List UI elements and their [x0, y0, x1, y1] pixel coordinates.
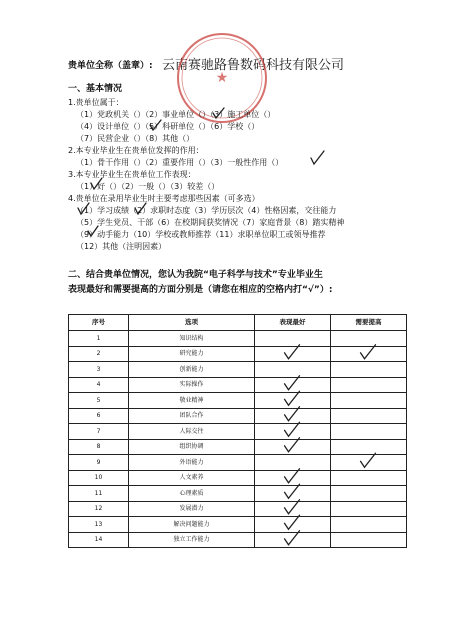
row-improve-cell[interactable] [331, 532, 407, 548]
q4-options-line-3: （9）动手能力（10）学校或教师推荐（11）求职单位职工或领导推荐 [76, 230, 326, 239]
q4-options-line-4: （12）其他（注明因素） [76, 242, 167, 251]
table-header-row [69, 315, 407, 331]
q1-options-line-2: （4）设计单位（）（5）科研单位（）（6）学校（） [76, 122, 260, 131]
table-row [69, 377, 407, 393]
section2-title-line-2: 表现最好和需要提高的方面分别是（请您在相应的空格内打“√”）: [68, 285, 333, 295]
row-item: 组织协调 [129, 439, 255, 455]
evaluation-table [68, 314, 407, 548]
row-best-cell[interactable] [255, 331, 331, 347]
row-improve-cell[interactable] [331, 346, 407, 362]
table-row [69, 532, 407, 548]
row-best-cell[interactable] [255, 470, 331, 486]
q1-options-line-3: （7）民营企业（）（8）其他（） [76, 134, 195, 143]
row-improve-cell[interactable] [331, 408, 407, 424]
q2-label: 2.本专业毕业生在贵单位发挥的作用： [68, 146, 204, 155]
table-row [69, 486, 407, 502]
q1-options-line-1: （1）党政机关（）（2）事业单位（）（3）施工单位（） [76, 110, 276, 119]
row-best-cell[interactable] [255, 486, 331, 502]
table-row [69, 408, 407, 424]
row-item: 心理素质 [129, 486, 255, 502]
row-number: 5 [69, 393, 129, 409]
row-improve-cell[interactable] [331, 424, 407, 440]
table-body [69, 331, 407, 548]
row-number: 7 [69, 424, 129, 440]
table-row [69, 455, 407, 471]
section2-title-line-1: 二、结合贵单位情况，您认为我院“电子科学与技术”专业毕业生 [68, 270, 323, 280]
row-number: 2 [69, 346, 129, 362]
section1-title: 一、基本情况 [68, 84, 123, 94]
row-number: 12 [69, 501, 129, 517]
table-row [69, 517, 407, 533]
q3-options: （1）好（）（2）一般（）（3）较差（） [76, 182, 220, 191]
row-item: 创新能力 [129, 362, 255, 378]
row-item: 实际操作 [129, 377, 255, 393]
row-item: 解决问题能力 [129, 517, 255, 533]
col-header-improve: 需要提高 [331, 315, 407, 331]
row-number: 14 [69, 532, 129, 548]
row-best-cell[interactable] [255, 501, 331, 517]
row-best-cell[interactable] [255, 362, 331, 378]
row-item: 知识结构 [129, 331, 255, 347]
row-number: 8 [69, 439, 129, 455]
unit-name-label: 贵单位全称（盖章）: [68, 61, 153, 71]
row-best-cell[interactable] [255, 424, 331, 440]
table-row [69, 393, 407, 409]
check-mark [311, 151, 324, 164]
q4-options-line-1: （1）学习成绩（2）求职时态度（3）学历层次（4）性格因素，交往能力 [76, 206, 337, 215]
table-row [69, 439, 407, 455]
row-best-cell[interactable] [255, 408, 331, 424]
row-best-cell[interactable] [255, 393, 331, 409]
q4-options-line-2: （5）学生党员、干部（6）在校期间获奖情况（7）家庭背景（8）踏实精神 [76, 218, 345, 227]
q1-label: 1.贵单位属于： [68, 98, 124, 107]
table-row [69, 362, 407, 378]
row-number: 9 [69, 455, 129, 471]
row-improve-cell[interactable] [331, 486, 407, 502]
row-item: 团队合作 [129, 408, 255, 424]
q2-options: （1）骨干作用（）（2）重要作用（）（3）一般性作用（） [76, 158, 284, 167]
row-number: 3 [69, 362, 129, 378]
row-best-cell[interactable] [255, 346, 331, 362]
row-best-cell[interactable] [255, 455, 331, 471]
row-improve-cell[interactable] [331, 517, 407, 533]
table-row [69, 501, 407, 517]
q4-label: 4.贵单位在录用毕业生时主要考虑那些因素（可多选） [68, 194, 260, 203]
row-item: 人际交往 [129, 424, 255, 440]
row-number: 1 [69, 331, 129, 347]
row-improve-cell[interactable] [331, 362, 407, 378]
row-improve-cell[interactable] [331, 377, 407, 393]
row-improve-cell[interactable] [331, 455, 407, 471]
row-improve-cell[interactable] [331, 393, 407, 409]
row-item: 敬业精神 [129, 393, 255, 409]
row-improve-cell[interactable] [331, 501, 407, 517]
row-item: 独立工作能力 [129, 532, 255, 548]
table-row [69, 424, 407, 440]
row-item: 人文素养 [129, 470, 255, 486]
row-number: 11 [69, 486, 129, 502]
table-row [69, 331, 407, 347]
row-improve-cell[interactable] [331, 470, 407, 486]
row-number: 6 [69, 408, 129, 424]
q3-label: 3.本专业毕业生在贵单位工作表现： [68, 170, 196, 179]
table-row [69, 470, 407, 486]
row-best-cell[interactable] [255, 532, 331, 548]
row-best-cell[interactable] [255, 517, 331, 533]
svg-text:★: ★ [215, 70, 229, 86]
row-item: 外语能力 [129, 455, 255, 471]
col-header-best: 表现最好 [255, 315, 331, 331]
row-number: 13 [69, 517, 129, 533]
col-header-item: 选项 [129, 315, 255, 331]
table-row [69, 346, 407, 362]
row-item: 发展潜力 [129, 501, 255, 517]
row-number: 4 [69, 377, 129, 393]
row-number: 10 [69, 470, 129, 486]
row-best-cell[interactable] [255, 439, 331, 455]
unit-name-handwritten: 云南赛驰路鲁数码科技有限公司 [162, 58, 345, 73]
row-item: 研究能力 [129, 346, 255, 362]
row-improve-cell[interactable] [331, 439, 407, 455]
col-header-no: 序号 [69, 315, 129, 331]
row-improve-cell[interactable] [331, 331, 407, 347]
row-best-cell[interactable] [255, 377, 331, 393]
